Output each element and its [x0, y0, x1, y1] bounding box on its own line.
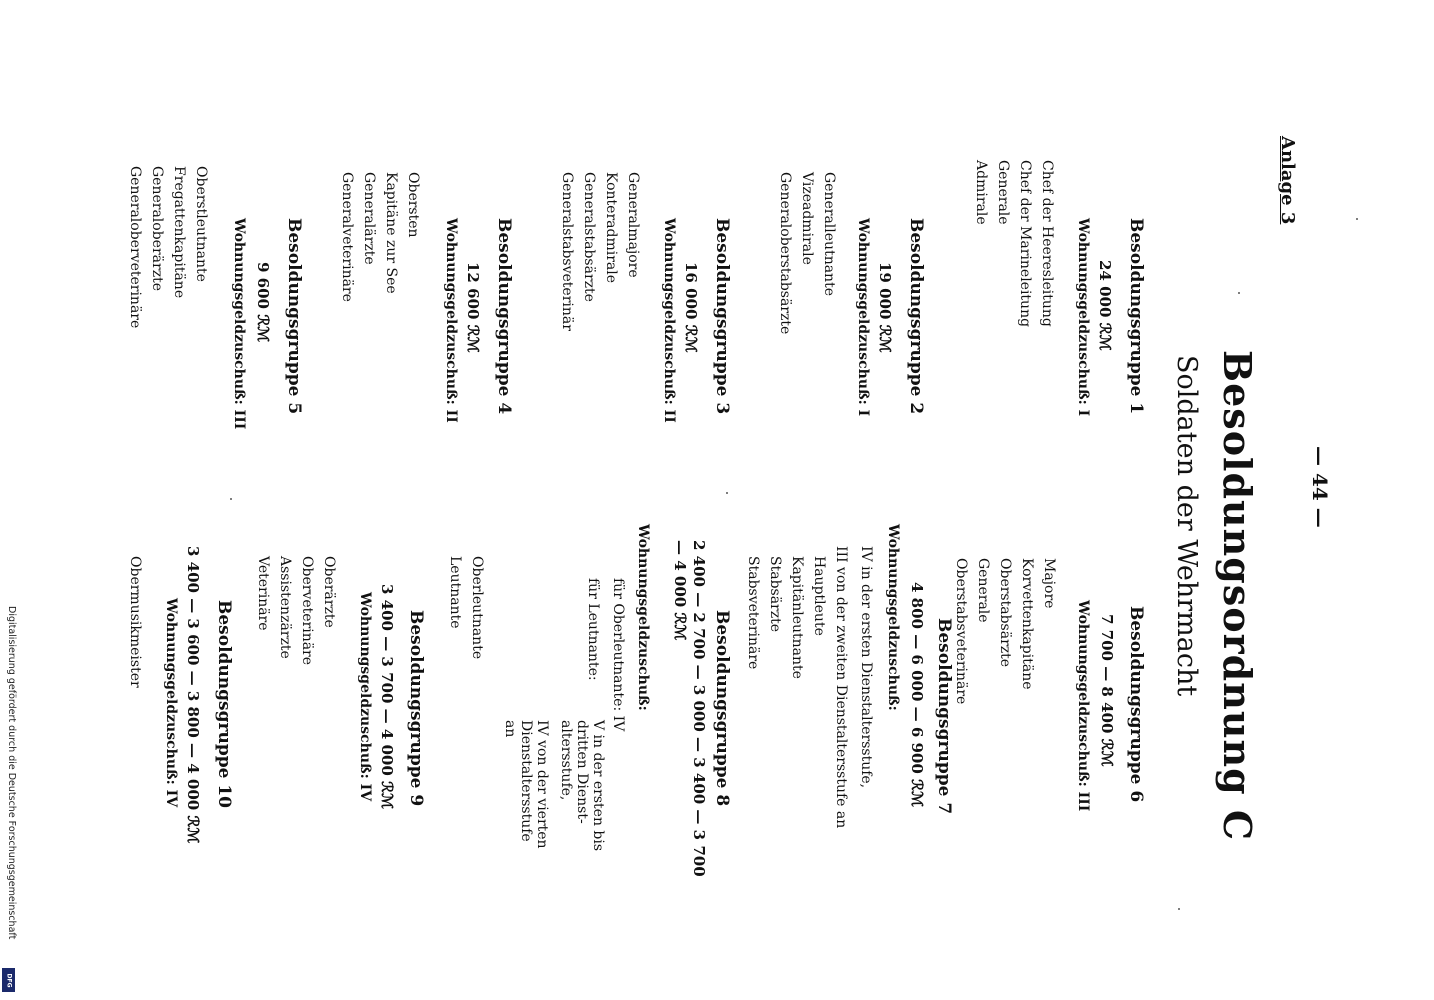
leutnant-note-a: V in der ersten bis dritten Dienst- altersstufe,: [558, 720, 606, 852]
rank-item: Hauptleute: [811, 556, 827, 636]
group-10-housing-allowance: Wohnungsgeldzuschuß: IV: [163, 598, 179, 808]
group-10-ranks: [124, 556, 146, 688]
leutnant-note-b: IV von der vierten Dienstaltersstufe an: [502, 720, 550, 849]
rank-item: Stabsveterinäre: [745, 556, 761, 670]
rank-item: Oberstleutnante: [193, 166, 209, 282]
group-8-notes: [580, 578, 630, 731]
annex-label: Anlage 3: [1277, 136, 1298, 225]
rank-item: Fregattenkapitäne: [171, 166, 187, 299]
dfg-logo-icon: [2, 968, 15, 992]
rank-item: Generaloberstabsärzte: [777, 172, 793, 335]
group-9-pay: 3 400 — 3 700 — 4 000 ℛℳ: [378, 584, 396, 810]
rank-item: Generaloberveterinäre: [127, 166, 143, 329]
group-6-pay: 7 700 — 8 400 ℛℳ: [1098, 614, 1116, 767]
scan-speck: [1178, 908, 1180, 910]
note-line: für Leutnante:: [585, 578, 601, 681]
rank-item: Kapitäne zur See: [383, 172, 399, 294]
scan-speck: [726, 492, 728, 494]
rank-item: Vizeadmirale: [799, 172, 815, 265]
rank-item: Generalstabsärzte: [581, 172, 597, 302]
group-5-housing-allowance: Wohnungsgeldzuschuß: III: [231, 218, 247, 430]
group-5-title: Besoldungsgruppe 5: [284, 218, 304, 415]
group-9-housing-allowance: Wohnungsgeldzuschuß: IV: [357, 592, 373, 802]
group-4-pay: 12 600 ℛℳ: [464, 262, 482, 353]
rank-item: Oberleutnante: [469, 556, 485, 660]
group-7-title: Besoldungsgruppe 7: [934, 618, 954, 815]
group-5-ranks: [124, 166, 212, 328]
group-9-ranks: [252, 556, 340, 665]
note-line: für Oberleutnante: IV: [610, 578, 626, 732]
group-7-ranks: [742, 556, 830, 679]
group-2-ranks: [774, 172, 840, 334]
rank-item: Generalstabsveterinär: [559, 172, 575, 331]
rank-item: Oberveterinäre: [299, 556, 315, 666]
group-2-housing-allowance: Wohnungsgeldzuschuß: I: [855, 218, 871, 417]
rank-item: Generalleutnante: [821, 172, 837, 296]
group-9-title: Besoldungsgruppe 9: [406, 610, 426, 807]
group-10-pay: 3 400 — 3 600 — 3 800 — 4 000 ℛℳ: [184, 546, 202, 844]
group-8-ranks: [444, 556, 488, 659]
rank-item: Generale: [995, 160, 1011, 225]
rank-item: Chef der Marineleitung: [1017, 160, 1033, 328]
rank-item: Kapitänleutnante: [789, 556, 805, 679]
dfg-logo-text: DFG: [5, 972, 13, 988]
group-8-housing-allowance: Wohnungsgeldzuschuß:: [635, 524, 651, 711]
group-2-pay: 19 000 ℛℳ: [876, 262, 894, 353]
group-7-notes: [828, 546, 878, 828]
rank-item: Assistenzärzte: [277, 556, 293, 659]
group-6-title: Besoldungsgruppe 6: [1126, 606, 1146, 803]
group-3-ranks: [556, 172, 644, 331]
group-4-ranks: [336, 172, 424, 302]
group-8-title: Besoldungsgruppe 8: [712, 610, 732, 807]
note-line: III von der zweiten Dienstaltersstufe an: [833, 546, 849, 829]
rank-item: Admirale: [973, 160, 989, 225]
document-title: Besoldungsordnung C: [1215, 350, 1260, 842]
group-7-pay: 4 800 — 6 000 — 6 900 ℛℳ: [908, 582, 926, 808]
group-4-housing-allowance: Wohnungsgeldzuschuß: II: [443, 218, 459, 423]
rank-item: Obermusikmeister: [127, 556, 143, 688]
group-3-title: Besoldungsgruppe 3: [712, 218, 732, 415]
document-subtitle: Soldaten der Wehrmacht: [1171, 355, 1202, 697]
rank-item: Oberstabsveterinäre: [953, 558, 969, 705]
group-1-housing-allowance: Wohnungsgeldzuschuß: I: [1075, 218, 1091, 417]
group-6-housing-allowance: Wohnungsgeldzuschuß: III: [1075, 600, 1091, 812]
rank-item: Generalveterinäre: [339, 172, 355, 302]
rank-item: Korvettenkapitäne: [1019, 558, 1035, 690]
rank-item: Generaloberärzte: [149, 166, 165, 291]
page-number: — 44 —: [1308, 446, 1332, 528]
rank-item: Generalmajore: [625, 172, 641, 278]
group-8-pay: 2 400 — 2 700 — 3 000 — 3 400 — 3 700 — 4 000 ℛℳ: [671, 540, 708, 877]
rank-item: Stabsärzte: [767, 556, 783, 633]
group-5-pay: 9 600 ℛℳ: [254, 262, 272, 343]
rank-item: Majore: [1041, 558, 1057, 609]
group-4-title: Besoldungsgruppe 4: [494, 218, 514, 415]
rank-item: Oberstabsärzte: [997, 558, 1013, 668]
scan-speck: [1238, 292, 1240, 294]
rank-item: Oberärzte: [321, 556, 337, 628]
group-3-housing-allowance: Wohnungsgeldzuschuß: II: [661, 218, 677, 423]
group-2-title: Besoldungsgruppe 2: [906, 218, 926, 415]
group-7-housing-allowance: Wohnungsgeldzuschuß:: [885, 524, 901, 711]
rank-item: Chef der Heeresleitung: [1039, 160, 1055, 327]
rank-item: Generalärzte: [361, 172, 377, 265]
rank-item: Leutnante: [447, 556, 463, 629]
scan-speck: [230, 498, 232, 500]
rank-item: Veterinäre: [255, 556, 271, 631]
group-1-ranks: [970, 160, 1058, 327]
scan-speck: [1356, 218, 1358, 220]
note-line: IV in der ersten Dienstaltersstufe,: [858, 546, 874, 789]
rank-item: Obersten: [405, 172, 421, 238]
group-1-pay: 24 000 ℛℳ: [1096, 260, 1114, 351]
group-6-ranks: [950, 558, 1060, 704]
group-10-title: Besoldungsgruppe 10: [214, 600, 234, 808]
group-3-pay: 16 000 ℛℳ: [682, 262, 700, 353]
digitization-credit: Digitalisierung gefördert durch die Deutsche Forschungsgemeinschaft: [6, 606, 17, 940]
rank-item: Konteradmirale: [603, 172, 619, 283]
group-1-title: Besoldungsgruppe 1: [1126, 218, 1146, 415]
rank-item: Generale: [975, 558, 991, 623]
